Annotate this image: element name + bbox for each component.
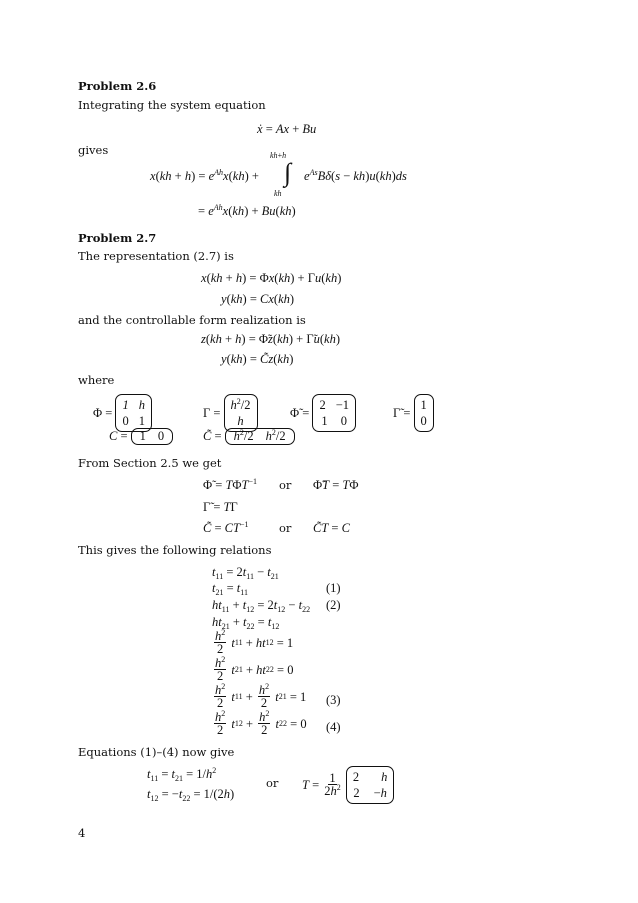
transform-eq1: Φ̃ = $T\Phi T^{-1}$ [203,477,257,492]
integral-sign-icon: ∫ [284,158,292,187]
phi-tilde-matrix: Φ̃ = 2 −1 1 0 [290,394,356,432]
relation-d: $\frac{h^2}{2}$ t 21 + ht 22 = 0 [215,655,294,683]
transform-eq3: C̃ = $CT^{-1}$ [203,520,249,535]
integral-result: = $e^{Ah}x(kh) + Bu(kh)$ [198,203,296,218]
integral-limit-upper: kh+h [270,151,287,160]
gives-text: gives [78,143,109,157]
phi-matrix: Φ = 1 h 0 1 [93,394,152,432]
final-text: Equations (1)–(4) now give [78,745,235,759]
eq-label-4: (4) [326,720,341,734]
system-equation: ẋ = Ax + Bu [257,122,317,136]
eq-label-2: (2) [326,598,341,612]
transform-eq1-alt: Φ̃T = TΦ [313,478,359,492]
section-text: From Section 2.5 we get [78,456,222,470]
page-number: 4 [78,826,86,840]
controllable-eq2: y(kh) = C̃z(kh) [221,352,294,366]
relation-1: $t_{21} = t_{11}$ [212,581,248,597]
relation-3: $\frac{h^2}{2}$ t 11 + $\frac{h^2}{2}$ t 21 = 1 [215,682,307,710]
eq-label-3: (3) [326,693,341,707]
relations-text: This gives the following relations [78,543,272,557]
transform-eq3-alt: C̃T = C [313,521,350,535]
t-matrix: T = $\frac{1}{2h^2}$ 2 h 2 −h [302,766,394,804]
relation-4: $\frac{h^2}{2}$ t 12 + $\frac{h^2}{2}$ t 22 = 0 [215,709,307,737]
problem-2-7-intro: The representation (2.7) is [78,249,234,263]
integral-body: $e^{As}B\delta(s - kh)u(kh)ds$ [304,168,407,183]
problem-2-6-intro: Integrating the system equation [78,98,266,112]
or-text-3: or [266,776,279,790]
problem-2-6-heading: Problem 2.6 [78,79,157,93]
relation-b: $ht_{21} + t_{22} = t_{12}$ [212,615,280,631]
solution-eq1: $t_{11} = t_{21} = 1/h^2$ [147,766,217,783]
or-text-2: or [279,521,292,535]
relation-2: $ht_{11} + t_{12} = 2t_{12} - t_{22}$ [212,598,311,614]
c-matrix: C = 1 0 [109,428,173,445]
where-text: where [78,373,115,387]
controllable-eq1: z(kh + h) = Φ̃z(kh) + Γ̃u(kh) [201,332,340,346]
representation-eq1: x(kh + h) = Φx(kh) + Γu(kh) [201,271,342,285]
problem-2-7-heading: Problem 2.7 [78,231,157,245]
gamma-matrix: Γ = $h^2/2$ h [203,394,258,432]
transform-eq2: Γ̃ = TΓ [203,500,238,514]
or-text-1: or [279,478,292,492]
c-tilde-matrix: C̃ = $h^2/2$ $h^2/2$ [203,428,295,445]
gamma-tilde-matrix: Γ̃ = 1 0 [393,394,434,432]
controllable-text: and the controllable form realization is [78,313,306,327]
eq-label-1: (1) [326,581,341,595]
relation-c: $\frac{h^2}{2}$ t 11 + ht 12 = 1 [215,628,294,656]
representation-eq2: y(kh) = Cx(kh) [221,292,295,306]
relation-a: $t_{11} = 2t_{11} - t_{21}$ [212,565,279,581]
solution-eq2: $t_{12} = -t_{22} = 1/(2h)$ [147,787,235,803]
integral-limit-lower: kh [274,189,282,198]
integral-equation: $x(kh + h) = e^{Ah}x(kh)$ + [150,168,259,183]
